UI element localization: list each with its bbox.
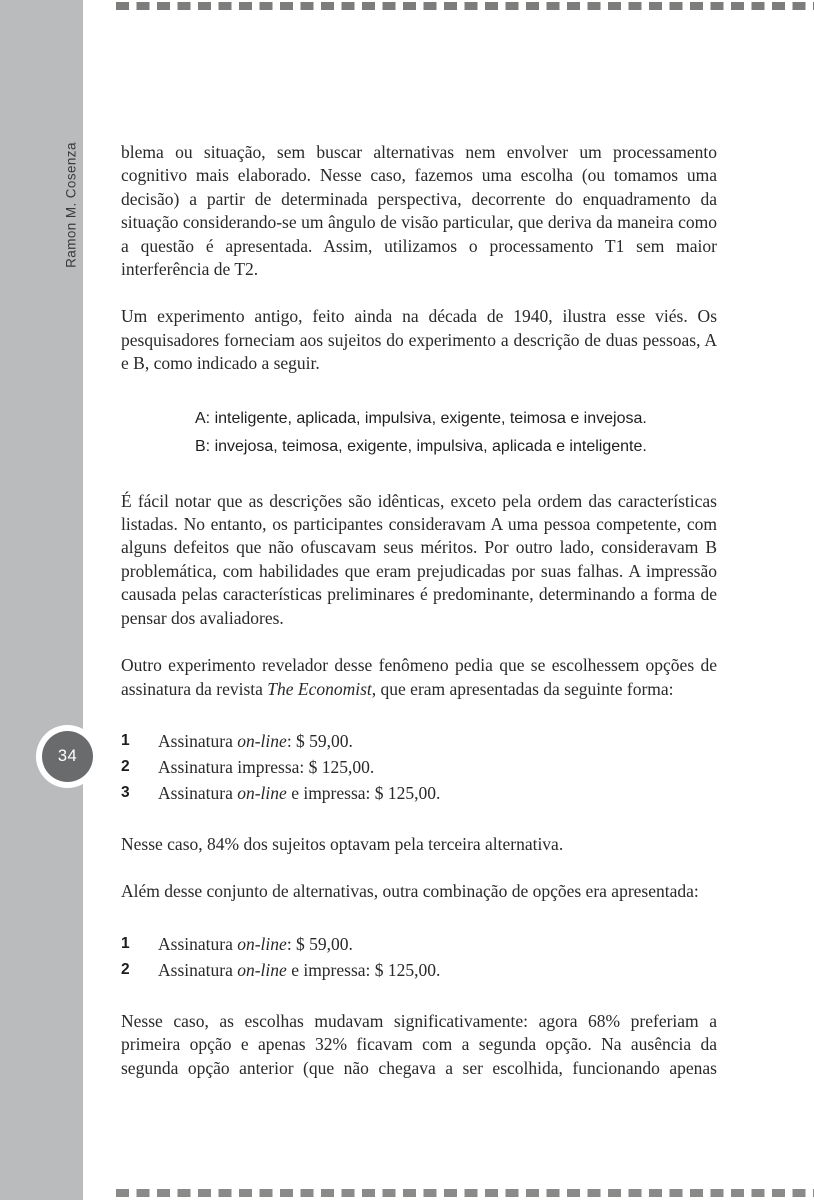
page-edge-artifact-bottom — [116, 1189, 814, 1197]
list-item — [121, 754, 717, 780]
list-item-text-part: Assinatura impressa: $ 125,00. — [158, 756, 375, 777]
body-paragraph-1: blema ou situação, sem buscar alternativas nem envolver um processamento cognitivo mais elaborado. Nesse caso, fazemos uma escolha (ou tomamos uma decisão) a partir de determinada perspectiva, decorrente do enquadramento da situação considerando-se um ângulo de visão particular, que deriva da maneira como a questão é apresentada. Assim, utilizamos o processamento T1 sem maior interferência de T2. — [121, 142, 717, 280]
list-item-text-part: Assinatura — [158, 933, 238, 954]
body-paragraph-3: É fácil notar que as descrições são idênticas, exceto pela ordem das características listadas. No entanto, os participantes consideravam A uma pessoa competente, com alguns defeitos que não ofuscavam seus méritos. Por outro lado, consideravam B problemática, com habilidades que eram prejudicadas por suas falhas. A impressão causada pelas características preliminares é predominante, determinando a forma de pensar dos avaliadores. — [121, 490, 717, 628]
body-paragraph-6: Além desse conjunto de alternativas, outra combinação de opções era apresentada: — [121, 881, 699, 902]
subscription-options-list-2 — [121, 931, 717, 983]
list-item-text — [158, 780, 717, 806]
list-item-number: 1 — [121, 934, 130, 952]
list-item-number: 3 — [121, 783, 130, 801]
body-paragraph-4 — [121, 654, 717, 701]
page-number: 34 — [42, 731, 93, 782]
page-content — [121, 141, 717, 1080]
list-item — [121, 728, 717, 754]
list-item — [121, 957, 717, 983]
body-paragraph-7: Nesse caso, as escolhas mudavam significativamente: agora 68% preferiam a primeira opção e apenas 32% ficavam com a segunda opção. Na ausência da segunda opção anterior (que não chegava a ser escolhida, funcionando apenas — [121, 1010, 717, 1078]
list-item-text-part: : $ 59,00. — [286, 730, 353, 751]
list-item-text-part: Assinatura — [158, 730, 238, 751]
author-name-vertical: Ramon M. Cosenza — [63, 142, 79, 268]
list-item-number: 2 — [121, 960, 130, 978]
list-item-italic: on-line — [237, 933, 287, 954]
list-item-number: 1 — [121, 731, 130, 749]
list-item-text-part: Assinatura — [158, 782, 238, 803]
list-item-text-part: e impressa: $ 125,00. — [286, 782, 441, 803]
list-item-italic: on-line — [237, 730, 287, 751]
list-item-text — [158, 728, 717, 754]
paragraph-4-text: Outro experimento revelador desse fenômeno pedia que se escolhessem opções de assinatura da revista — [121, 655, 717, 699]
page-number-badge — [36, 725, 99, 788]
list-item-italic: on-line — [237, 782, 287, 803]
list-item-text — [158, 931, 717, 957]
list-item-italic: on-line — [237, 959, 287, 980]
list-item-text — [158, 957, 717, 983]
list-item-text-part: Assinatura — [158, 959, 238, 980]
magazine-title-italic: The Economist — [267, 678, 372, 699]
subscription-options-list-1 — [121, 728, 717, 806]
paragraph-4-text: , que eram apresentadas da seguinte forma: — [371, 678, 674, 699]
description-line-b: B: invejosa, teimosa, exigente, impulsiva, aplicada e inteligente. — [195, 437, 647, 455]
body-paragraph-5: Nesse caso, 84% dos sujeitos optavam pela terceira alternativa. — [121, 833, 564, 854]
body-paragraph-2: Um experimento antigo, feito ainda na década de 1940, ilustra esse viés. Os pesquisadores forneciam aos sujeitos do experimento a descrição de duas pessoas, A e B, como indicado a seguir. — [121, 306, 717, 374]
list-item-text-part: : $ 59,00. — [286, 933, 353, 954]
page-edge-artifact-top — [116, 2, 814, 10]
description-list-ab — [195, 405, 717, 461]
list-item — [121, 780, 717, 806]
list-item-number: 2 — [121, 757, 130, 775]
list-item-text-part: e impressa: $ 125,00. — [286, 959, 441, 980]
list-item — [121, 931, 717, 957]
description-line-a: A: inteligente, aplicada, impulsiva, exigente, teimosa e invejosa. — [195, 409, 647, 427]
list-item-text — [158, 754, 717, 780]
